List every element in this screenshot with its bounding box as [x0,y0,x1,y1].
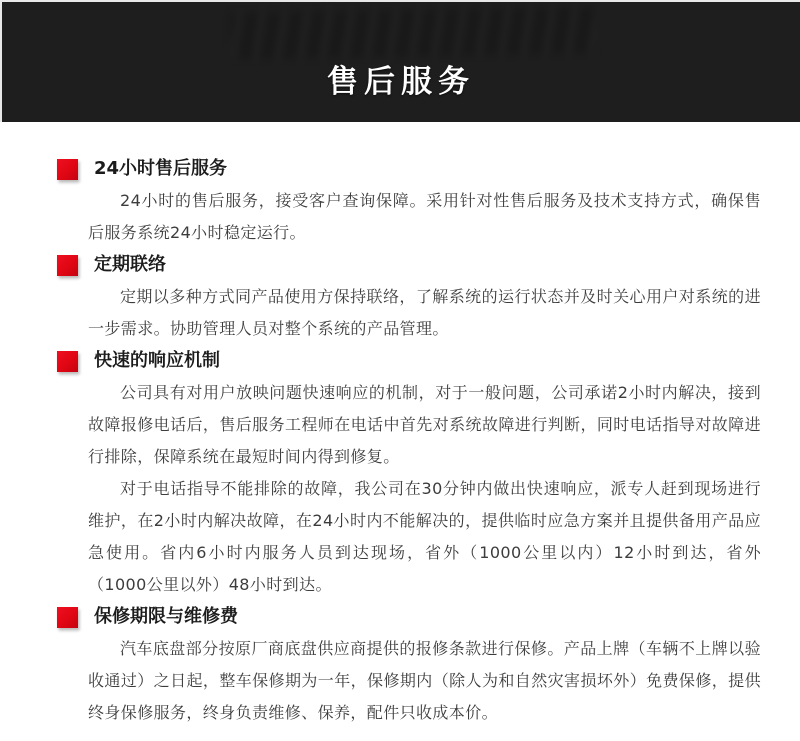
section-heading: 快速的响应机制 [94,350,220,371]
watermark-smudge [230,7,597,59]
section-paragraph: 定期以多种方式同产品使用方保持联络，了解系统的运行状态并及时关心用户对系统的进一步需求。协助管理人员对整个系统的产品管理。 [88,287,761,338]
section-heading-row [57,606,761,628]
section-body [88,185,761,249]
section-heading-row [57,158,761,180]
section-heading-row [57,350,761,372]
section-regular-contact [57,254,761,345]
red-square-bullet-icon [57,351,78,372]
section-paragraph: 24小时的售后服务，接受客户查询保障。采用针对性售后服务及技术支持方式，确保售后服务系统24小时稳定运行。 [88,191,761,242]
content-area [0,122,800,729]
section-body [88,633,761,729]
section-body [88,281,761,345]
section-heading-row [57,254,761,276]
section-rapid-response [57,350,761,601]
section-heading: 24小时售后服务 [94,158,228,179]
section-heading: 保修期限与维修费 [94,606,238,627]
section-paragraph: 公司具有对用户放映问题快速响应的机制，对于一般问题，公司承诺2小时内解决，接到故障报修电话后，售后服务工程师在电话中首先对系统故障进行判断，同时电话指导对故障进行排除，保障系统在最短时间内得到修复。 [88,383,761,466]
section-body [88,377,761,601]
page-title: 售后服务 [327,64,475,100]
section-warranty-and-fees [57,606,761,729]
red-square-bullet-icon [57,607,78,628]
section-paragraph: 汽车底盘部分按原厂商底盘供应商提供的报修条款进行保修。产品上牌（车辆不上牌以验收通过）之日起，整车保修期为一年，保修期内（除人为和自然灾害损坏外）免费保修，提供终身保修服务，终身负责维修、保养，配件只收成本价。 [88,639,761,722]
red-square-bullet-icon [57,255,78,276]
section-24h-service [57,158,761,249]
page-header [0,0,800,122]
section-paragraph: 对于电话指导不能排除的故障，我公司在30分钟内做出快速响应，派专人赶到现场进行维护，在2小时内解决故障，在24小时内不能解决的，提供临时应急方案并且提供备用产品应急使用。省内6小时内服务人员到达现场，省外（1000公里以内）12小时到达，省外（1000公里以外）48小时到达。 [88,479,761,594]
section-heading: 定期联络 [94,254,166,275]
red-square-bullet-icon [57,159,78,180]
